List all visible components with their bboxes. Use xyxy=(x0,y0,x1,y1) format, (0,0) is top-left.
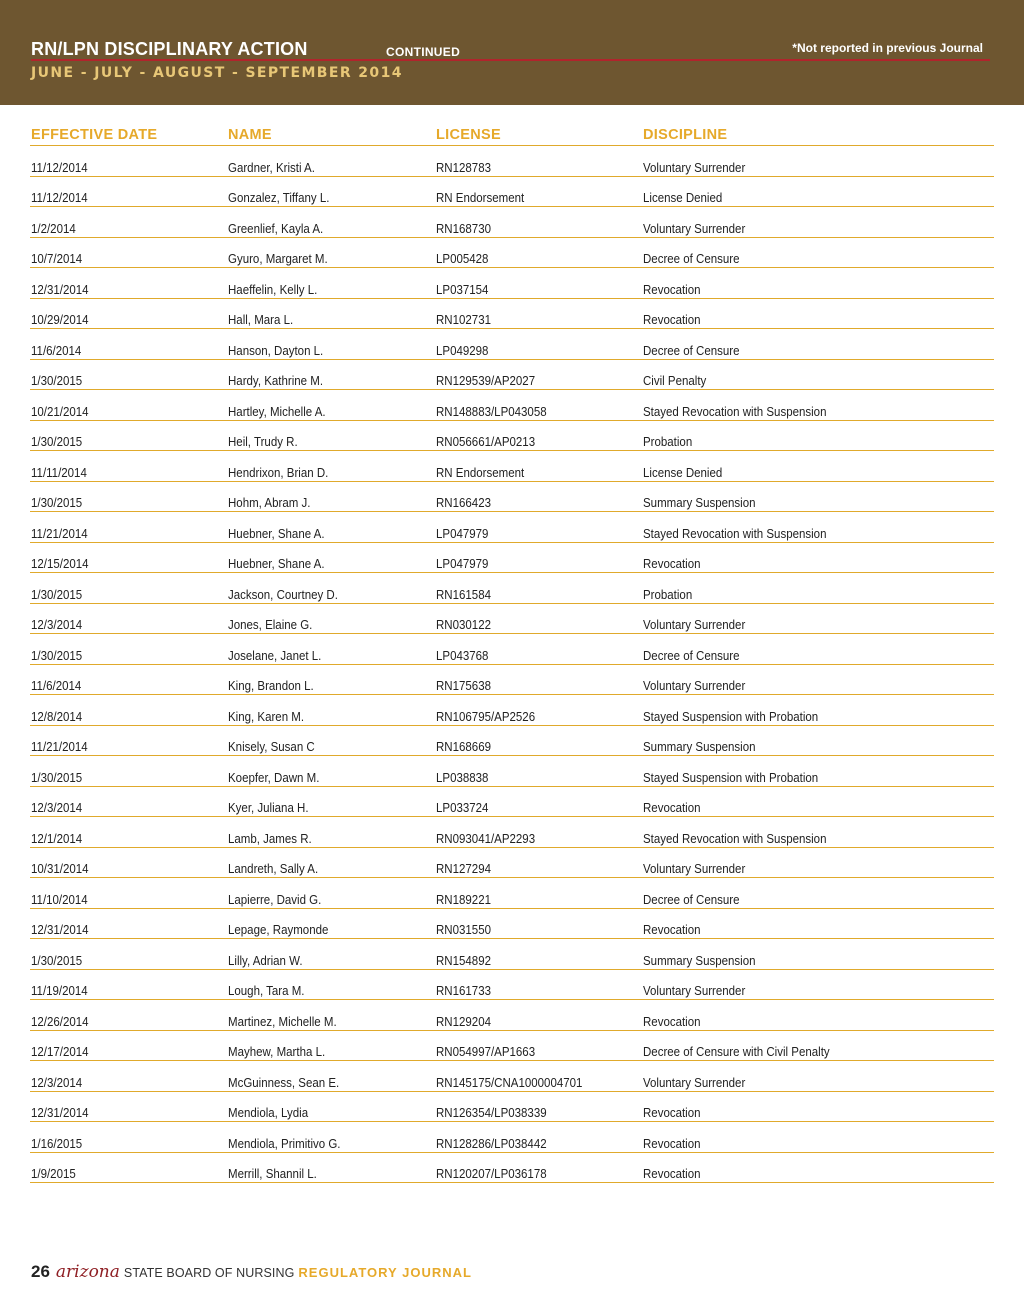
name-cell: Huebner, Shane A. xyxy=(228,526,325,541)
effective-date-cell: 12/1/2014 xyxy=(31,831,83,846)
header-divider xyxy=(31,59,990,61)
discipline-cell: Voluntary Surrender xyxy=(643,160,746,175)
discipline-cell: Decree of Censure xyxy=(643,892,740,907)
license-cell: RN175638 xyxy=(436,679,491,693)
license-cell: RN161733 xyxy=(436,984,491,998)
continued-label: CONTINUED xyxy=(386,45,461,59)
discipline-cell: Voluntary Surrender xyxy=(643,679,746,693)
name-cell: Hardy, Kathrine M. xyxy=(228,374,324,388)
effective-date-cell: 11/12/2014 xyxy=(31,160,88,175)
column-header-name: NAME xyxy=(228,127,272,143)
table-row xyxy=(30,1031,994,1062)
effective-date-cell: 12/17/2014 xyxy=(31,1045,89,1059)
effective-date-cell: 12/3/2014 xyxy=(31,1075,83,1090)
name-cell: Gyuro, Margaret M. xyxy=(228,252,328,266)
effective-date-cell: 12/15/2014 xyxy=(31,557,89,571)
arizona-logo: arizona xyxy=(55,1262,120,1282)
name-cell: Kyer, Juliana H. xyxy=(228,801,309,815)
name-cell: Koepfer, Dawn M. xyxy=(228,770,320,785)
license-cell: RN168730 xyxy=(436,221,491,236)
disciplinary-table xyxy=(30,127,994,1183)
license-cell: RN Endorsement xyxy=(436,191,525,205)
table-row xyxy=(30,268,994,299)
discipline-cell: Revocation xyxy=(643,801,701,815)
table-row xyxy=(30,756,994,787)
table-row xyxy=(30,421,994,452)
discipline-cell: Voluntary Surrender xyxy=(643,862,746,876)
license-cell: LP047979 xyxy=(436,557,489,571)
table-row xyxy=(30,909,994,940)
effective-date-cell: 12/31/2014 xyxy=(31,1106,89,1120)
name-cell: Knisely, Susan C xyxy=(228,740,315,754)
table-row xyxy=(30,817,994,848)
discipline-cell: License Denied xyxy=(643,191,723,205)
table-row xyxy=(30,939,994,970)
table-row xyxy=(30,390,994,421)
name-cell: Lepage, Raymonde xyxy=(228,923,329,937)
license-cell: RN120207/LP036178 xyxy=(436,1167,547,1181)
license-cell: RN054997/AP1663 xyxy=(436,1045,536,1059)
discipline-cell: Civil Penalty xyxy=(643,374,707,388)
table-row xyxy=(30,543,994,574)
table-row xyxy=(30,878,994,909)
discipline-cell: Stayed Revocation with Suspension xyxy=(643,526,827,541)
page-header xyxy=(0,0,1024,105)
effective-date-cell: 12/31/2014 xyxy=(31,282,89,297)
name-cell: Martinez, Michelle M. xyxy=(228,1014,337,1029)
license-cell: LP043768 xyxy=(436,648,489,663)
name-cell: Lilly, Adrian W. xyxy=(228,953,303,968)
name-cell: Landreth, Sally A. xyxy=(228,862,319,876)
table-row xyxy=(30,238,994,269)
discipline-cell: Revocation xyxy=(643,1014,701,1029)
table-row xyxy=(30,1122,994,1153)
board-name: STATE BOARD OF NURSING xyxy=(123,1266,295,1280)
effective-date-cell: 1/30/2015 xyxy=(31,435,83,449)
effective-date-cell: 1/9/2015 xyxy=(31,1167,76,1181)
license-cell: RN128783 xyxy=(436,160,491,175)
effective-date-cell: 12/3/2014 xyxy=(31,618,83,632)
table-row xyxy=(30,1092,994,1123)
discipline-cell: Revocation xyxy=(643,923,701,937)
effective-date-cell: 10/21/2014 xyxy=(31,404,89,419)
effective-date-cell: 11/19/2014 xyxy=(31,984,88,998)
column-header-discipline: DISCIPLINE xyxy=(643,127,728,143)
date-range-subtitle: JUNE - JULY - AUGUST - SEPTEMBER 2014 xyxy=(31,65,403,81)
table-row xyxy=(30,970,994,1001)
effective-date-cell: 10/29/2014 xyxy=(31,313,89,327)
effective-date-cell: 11/21/2014 xyxy=(31,526,88,541)
effective-date-cell: 11/21/2014 xyxy=(31,740,88,754)
license-cell: RN093041/AP2293 xyxy=(436,831,536,846)
discipline-cell: Voluntary Surrender xyxy=(643,618,746,632)
effective-date-cell: 11/6/2014 xyxy=(31,343,82,358)
name-cell: Mendiola, Primitivo G. xyxy=(228,1136,341,1151)
effective-date-cell: 1/2/2014 xyxy=(31,221,76,236)
table-body xyxy=(30,146,994,1183)
table-row xyxy=(30,451,994,482)
effective-date-cell: 1/30/2015 xyxy=(31,587,83,602)
table-row xyxy=(30,360,994,391)
name-cell: Lapierre, David G. xyxy=(228,892,322,907)
table-row xyxy=(30,482,994,513)
license-cell: RN056661/AP0213 xyxy=(436,435,536,449)
effective-date-cell: 10/7/2014 xyxy=(31,252,83,266)
name-cell: King, Karen M. xyxy=(228,709,305,724)
name-cell: Lough, Tara M. xyxy=(228,984,305,998)
table-row xyxy=(30,299,994,330)
name-cell: Lamb, James R. xyxy=(228,831,312,846)
discipline-cell: Voluntary Surrender xyxy=(643,984,746,998)
effective-date-cell: 12/31/2014 xyxy=(31,923,89,937)
effective-date-cell: 12/26/2014 xyxy=(31,1014,89,1029)
name-cell: Gonzalez, Tiffany L. xyxy=(228,191,330,205)
table-row xyxy=(30,848,994,879)
license-cell: RN189221 xyxy=(436,892,491,907)
discipline-cell: Voluntary Surrender xyxy=(643,221,746,236)
column-header-effective-date: EFFECTIVE DATE xyxy=(31,127,158,143)
name-cell: Heil, Trudy R. xyxy=(228,435,298,449)
name-cell: Greenlief, Kayla A. xyxy=(228,221,324,236)
license-cell: LP033724 xyxy=(436,801,489,815)
effective-date-cell: 11/6/2014 xyxy=(31,679,82,693)
discipline-cell: Probation xyxy=(643,435,693,449)
license-cell: RN154892 xyxy=(436,953,491,968)
discipline-cell: Decree of Censure xyxy=(643,648,740,663)
name-cell: McGuinness, Sean E. xyxy=(228,1075,340,1090)
name-cell: King, Brandon L. xyxy=(228,679,314,693)
effective-date-cell: 1/30/2015 xyxy=(31,648,83,663)
table-row xyxy=(30,329,994,360)
effective-date-cell: 10/31/2014 xyxy=(31,862,89,876)
effective-date-cell: 1/30/2015 xyxy=(31,374,83,388)
license-cell: RN126354/LP038339 xyxy=(436,1106,547,1120)
name-cell: Jackson, Courtney D. xyxy=(228,587,338,602)
table-header xyxy=(30,127,994,146)
discipline-cell: Revocation xyxy=(643,313,701,327)
column-header-license: LICENSE xyxy=(436,127,501,143)
effective-date-cell: 12/3/2014 xyxy=(31,801,83,815)
page-footer xyxy=(31,1262,472,1284)
name-cell: Hanson, Dayton L. xyxy=(228,343,324,358)
name-cell: Merrill, Shannil L. xyxy=(228,1167,317,1181)
table-row xyxy=(30,787,994,818)
license-cell: LP037154 xyxy=(436,282,489,297)
discipline-cell: Stayed Suspension with Probation xyxy=(643,709,819,724)
license-cell: LP049298 xyxy=(436,343,489,358)
effective-date-cell: 1/16/2015 xyxy=(31,1136,83,1151)
table-row xyxy=(30,177,994,208)
table-row xyxy=(30,726,994,757)
discipline-cell: Decree of Censure xyxy=(643,343,740,358)
discipline-cell: Summary Suspension xyxy=(643,740,756,754)
license-cell: RN128286/LP038442 xyxy=(436,1136,547,1151)
discipline-cell: Summary Suspension xyxy=(643,496,756,510)
discipline-cell: Stayed Suspension with Probation xyxy=(643,770,819,785)
effective-date-cell: 11/12/2014 xyxy=(31,191,88,205)
name-cell: Hendrixon, Brian D. xyxy=(228,465,329,480)
effective-date-cell: 11/10/2014 xyxy=(31,892,88,907)
name-cell: Hall, Mara L. xyxy=(228,313,294,327)
table-row xyxy=(30,604,994,635)
license-cell: RN166423 xyxy=(436,496,491,510)
table-row xyxy=(30,512,994,543)
license-cell: LP005428 xyxy=(436,252,489,266)
table-row xyxy=(30,1061,994,1092)
license-cell: LP047979 xyxy=(436,526,489,541)
license-cell: RN145175/CNA1000004701 xyxy=(436,1075,583,1090)
discipline-cell: Revocation xyxy=(643,282,701,297)
license-cell: RN031550 xyxy=(436,923,491,937)
license-cell: RN102731 xyxy=(436,313,491,327)
license-cell: RN106795/AP2526 xyxy=(436,709,536,724)
name-cell: Huebner, Shane A. xyxy=(228,557,325,571)
discipline-cell: Stayed Revocation with Suspension xyxy=(643,831,827,846)
name-cell: Hartley, Michelle A. xyxy=(228,404,326,419)
section-title: RN/LPN DISCIPLINARY ACTION xyxy=(31,39,308,59)
table-row xyxy=(30,573,994,604)
discipline-cell: Voluntary Surrender xyxy=(643,1075,746,1090)
name-cell: Jones, Elaine G. xyxy=(228,618,313,632)
table-row xyxy=(30,207,994,238)
license-cell: RN168669 xyxy=(436,740,491,754)
table-row xyxy=(30,665,994,696)
license-cell: LP038838 xyxy=(436,770,489,785)
name-cell: Gardner, Kristi A. xyxy=(228,160,315,175)
table-row xyxy=(30,695,994,726)
discipline-cell: Decree of Censure with Civil Penalty xyxy=(643,1045,830,1059)
journal-name: REGULATORY JOURNAL xyxy=(298,1265,472,1280)
discipline-cell: Stayed Revocation with Suspension xyxy=(643,404,827,419)
discipline-cell: Summary Suspension xyxy=(643,953,756,968)
effective-date-cell: 1/30/2015 xyxy=(31,496,83,510)
discipline-cell: Probation xyxy=(643,587,693,602)
name-cell: Haeffelin, Kelly L. xyxy=(228,282,318,297)
name-cell: Joselane, Janet L. xyxy=(228,648,322,663)
discipline-cell: Decree of Censure xyxy=(643,252,740,266)
discipline-cell: License Denied xyxy=(643,465,723,480)
discipline-cell: Revocation xyxy=(643,557,701,571)
license-cell: RN129539/AP2027 xyxy=(436,374,536,388)
table-row xyxy=(30,146,994,177)
effective-date-cell: 1/30/2015 xyxy=(31,770,83,785)
table-row xyxy=(30,634,994,665)
effective-date-cell: 12/8/2014 xyxy=(31,709,83,724)
effective-date-cell: 11/11/2014 xyxy=(31,465,87,480)
license-cell: RN148883/LP043058 xyxy=(436,404,547,419)
name-cell: Mendiola, Lydia xyxy=(228,1106,309,1120)
effective-date-cell: 1/30/2015 xyxy=(31,953,83,968)
discipline-cell: Revocation xyxy=(643,1167,701,1181)
license-cell: RN161584 xyxy=(436,587,491,602)
license-cell: RN030122 xyxy=(436,618,491,632)
discipline-cell: Revocation xyxy=(643,1106,701,1120)
license-cell: RN129204 xyxy=(436,1014,491,1029)
not-reported-note: *Not reported in previous Journal xyxy=(792,41,983,55)
discipline-cell: Revocation xyxy=(643,1136,701,1151)
table-row xyxy=(30,1000,994,1031)
license-cell: RN Endorsement xyxy=(436,465,525,480)
license-cell: RN127294 xyxy=(436,862,491,876)
table-row xyxy=(30,1153,994,1184)
name-cell: Mayhew, Martha L. xyxy=(228,1045,326,1059)
page-number: 26 xyxy=(31,1262,50,1281)
name-cell: Hohm, Abram J. xyxy=(228,496,311,510)
